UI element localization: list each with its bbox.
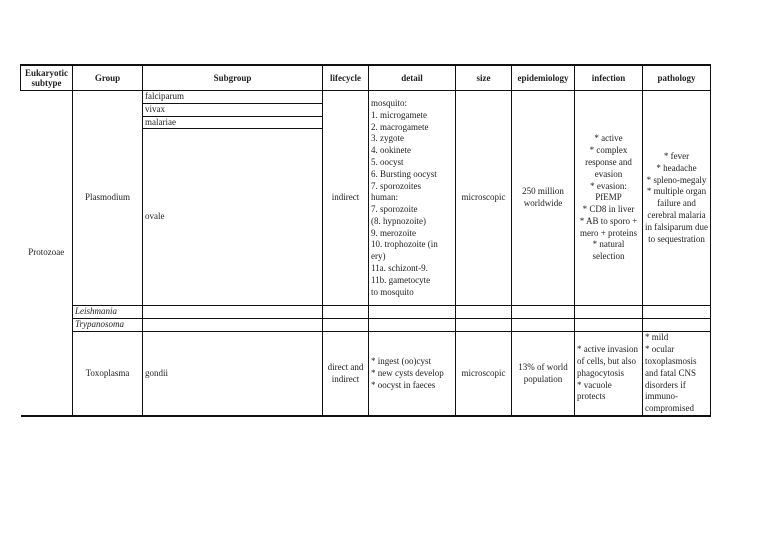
group-cell: Trypanosoma <box>73 319 143 332</box>
subgroup-cell: vivax <box>143 103 323 116</box>
group-cell: Toxoplasma <box>73 331 143 416</box>
infection-cell: * active * complex response and evasion * evasion: PfEMP * CD8 in liver * AB to sporo + mero + proteins * natural selection <box>575 91 643 306</box>
table-row <box>21 91 711 104</box>
table-row <box>21 331 711 416</box>
lifecycle-cell: indirect <box>323 91 369 306</box>
infection-cell: * active invasion of cells, but also phagocytosis * vacuole protects <box>575 331 643 416</box>
subgroup-cell: malariae <box>143 116 323 129</box>
group-cell: Leishmania <box>73 306 143 319</box>
header-pathology: pathology <box>643 65 711 91</box>
subgroup-cell: falciparum <box>143 91 323 104</box>
group-cell: Plasmodium <box>73 91 143 306</box>
subtype-cell: Protozoae <box>21 91 73 417</box>
subgroup-cell: gondii <box>143 331 323 416</box>
size-cell: microscopic <box>456 331 512 416</box>
header-size: size <box>456 65 512 91</box>
header-infection: infection <box>575 65 643 91</box>
detail-cell: mosquito: 1. microgamete 2. macrogamete 3. zygote 4. ookinete 5. oocyst 6. Bursting oocyst 7. sporozoites human: 7. sporozoite (8. hypnozoite) 9. merozoite 10. trophozoite (in ery) 11a. schizont-9. 11b. gametocyte to mosquito <box>369 91 456 306</box>
header-epidemiology: epidemiology <box>512 65 575 91</box>
pathology-cell: * fever * headache * spleno-megaly * multiple organ failure and cerebral malaria in falsiparum due to sequestration <box>643 91 711 306</box>
header-lifecycle: lifecycle <box>323 65 369 91</box>
protozoa-table <box>20 64 711 417</box>
header-group: Group <box>73 65 143 91</box>
header-row <box>21 65 711 91</box>
header-detail: detail <box>369 65 456 91</box>
table-row <box>21 319 711 332</box>
size-cell: microscopic <box>456 91 512 306</box>
epidemiology-cell: 250 million worldwide <box>512 91 575 306</box>
epidemiology-cell: 13% of world population <box>512 331 575 416</box>
header-subgroup: Subgroup <box>143 65 323 91</box>
lifecycle-cell: direct and indirect <box>323 331 369 416</box>
table-row <box>21 306 711 319</box>
pathology-cell: * mild * ocular toxoplasmosis and fatal CNS disorders if immuno-compromised <box>643 331 711 416</box>
detail-cell: * ingest (oo)cyst * new cysts develop * oocyst in faeces <box>369 331 456 416</box>
subgroup-cell: ovale <box>143 129 323 306</box>
header-subtype: Eukaryotic subtype <box>21 65 73 91</box>
